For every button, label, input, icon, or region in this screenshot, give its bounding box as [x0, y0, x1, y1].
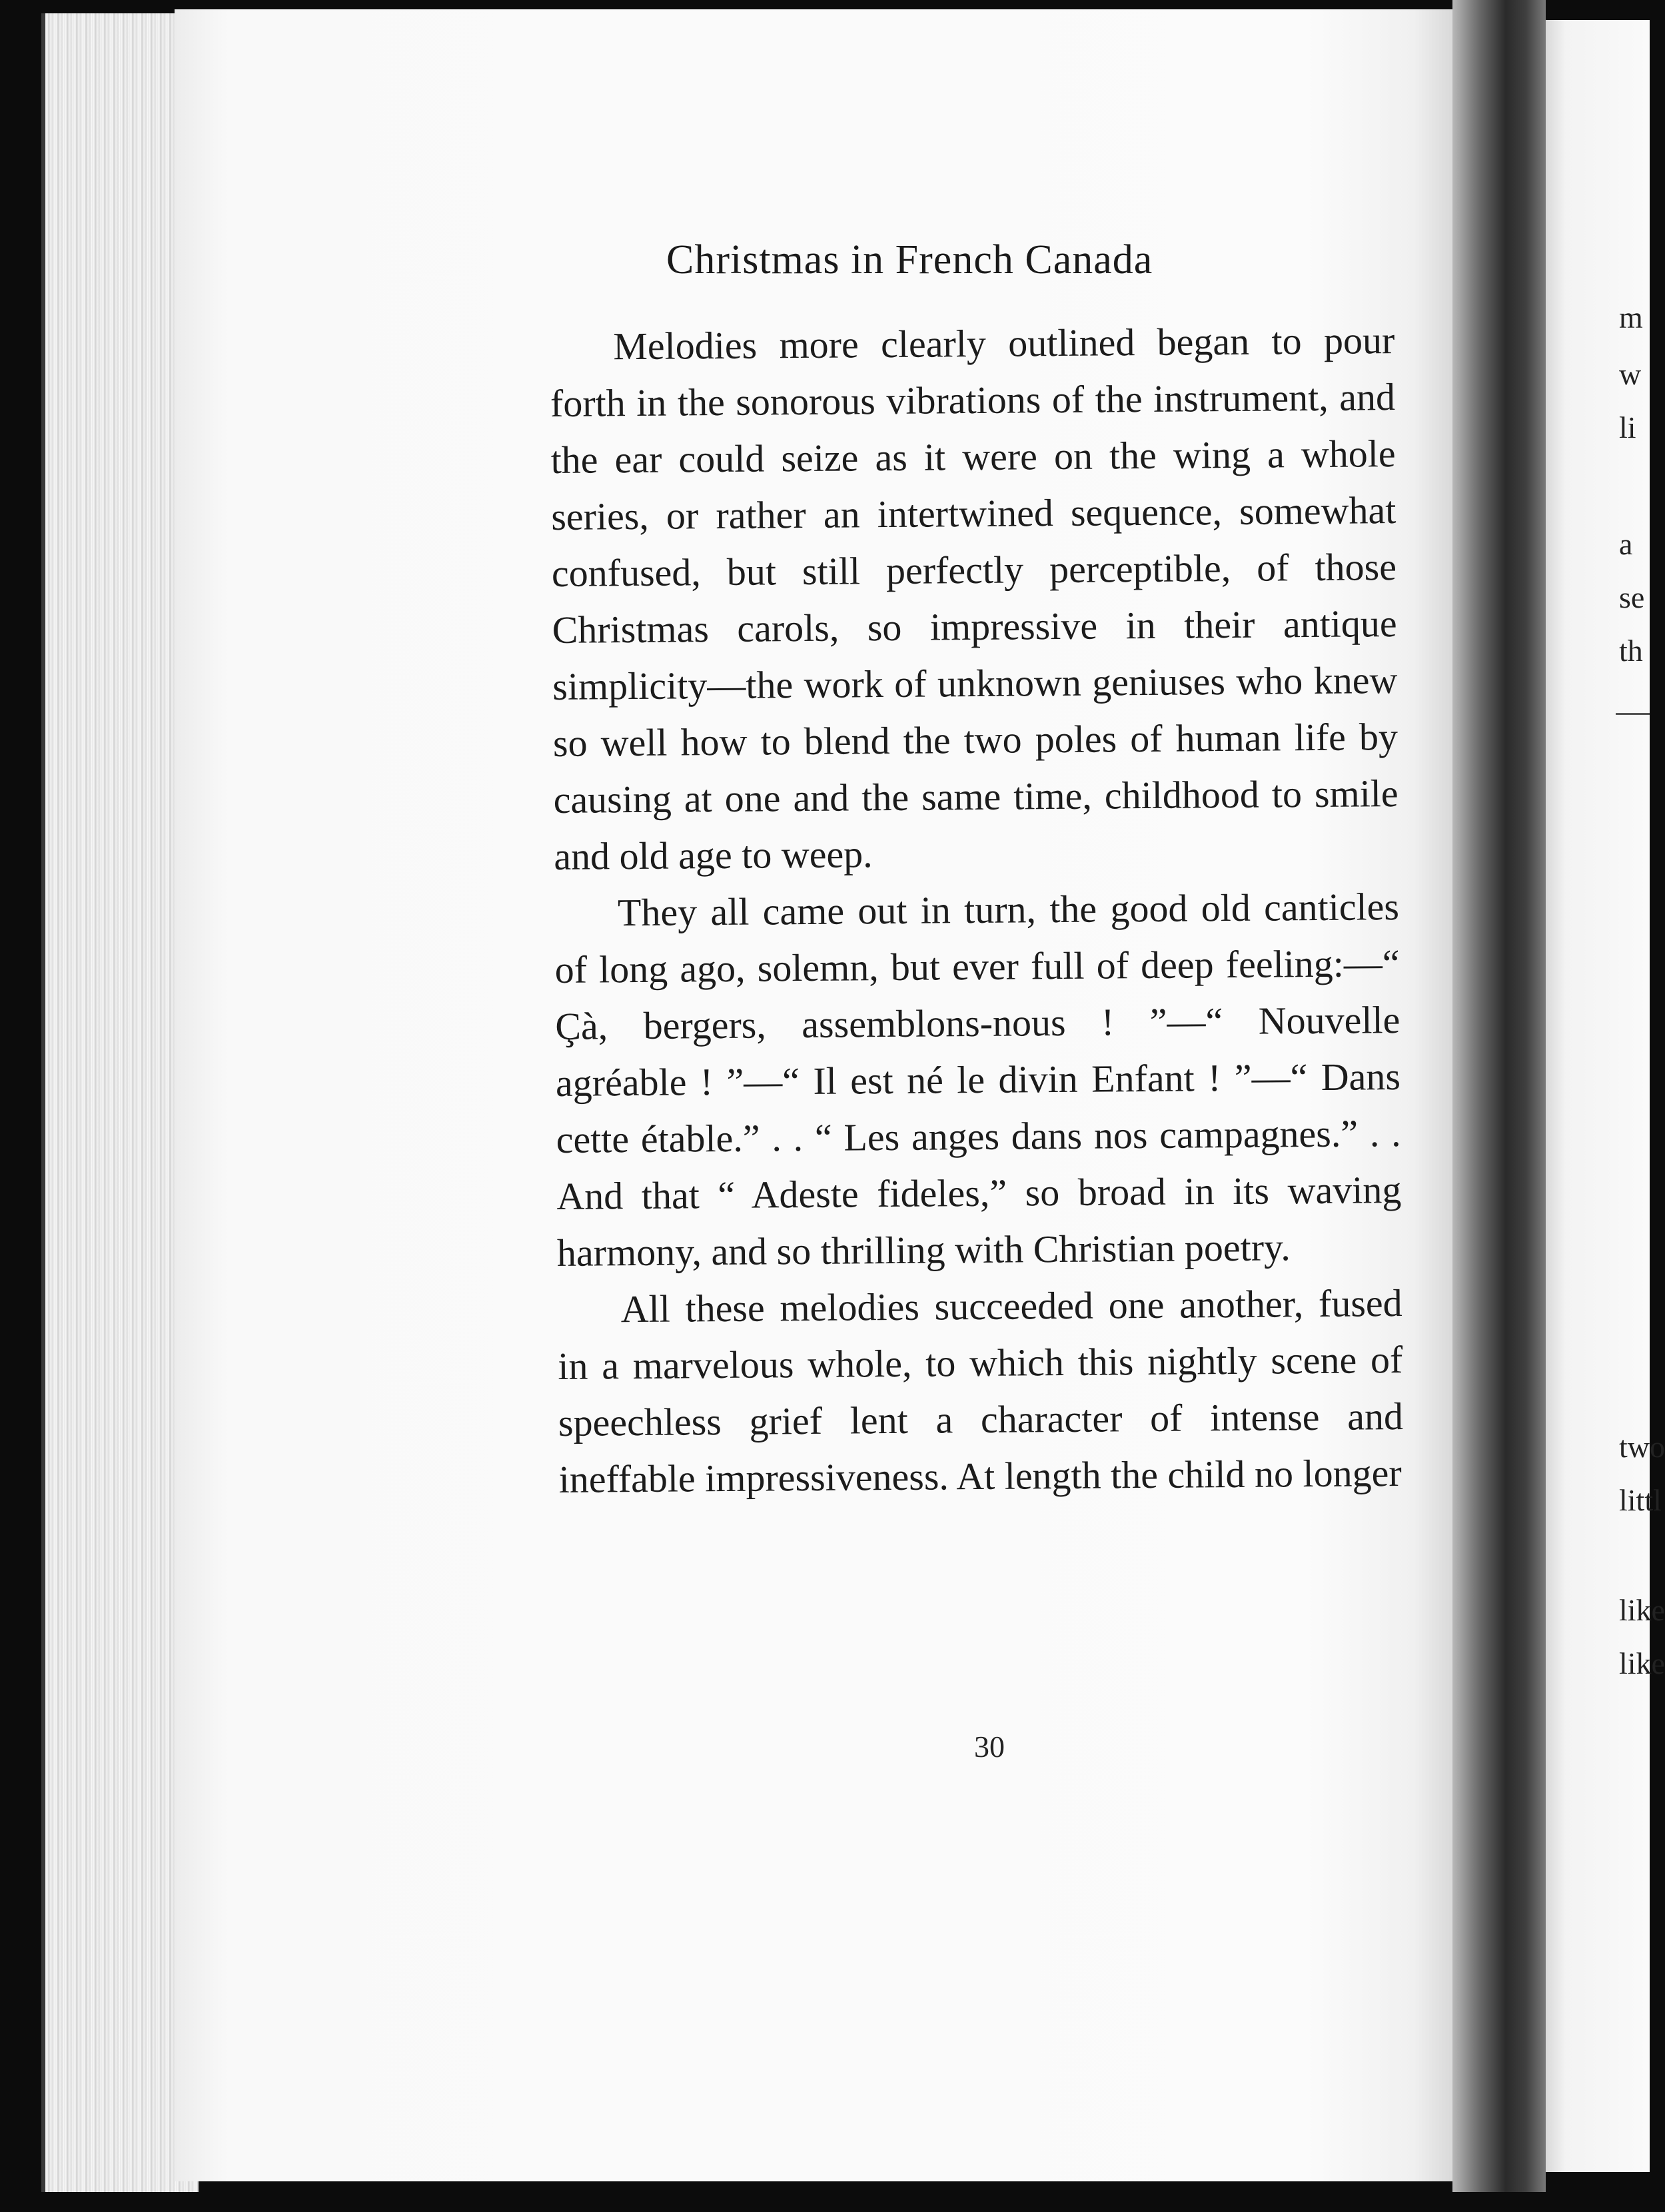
right-page-fragment: littl [1619, 1483, 1662, 1517]
paragraph: They all came out in turn, the good old canticles of long ago, solemn, but ever full of deep feeling:—“ Çà, bergers, assemblons-nous ! ”—“ Nouvelle agréable ! ”—“ Il est né le divin Enfant ! ”—“ Dans cette étable.” . . “ Les anges dans nos campagnes.” . . And that “ Adeste fideles,” so broad in its waving harmony, and so thrilling with Christian poetry. [554, 885, 1402, 1275]
paragraph: Melodies more clearly outlined began to pour forth in the sonorous vibrations of the instrument, and the ear could seize as it were on the wing a whole series, or rather an intertwined sequence, somewhat confused, but still perfectly perceptible, of those Christmas carols, so impressive in their antique simplicity—the work of unknown geniuses who knew so well how to blend the two poles of human life by causing at one and the same time, childhood to smile and old age to weep. [550, 318, 1398, 878]
page-number: 30 [974, 1730, 1005, 1764]
right-page-fragment: like [1619, 1646, 1665, 1680]
paragraph: All these melodies succeeded one another, fused in a marvelous whole, to which this nightly scene of speechless grief lent a character of intense and ineffable impressiveness. At length the child no longer [558, 1281, 1404, 1501]
body-text [550, 312, 1404, 1508]
book-gutter [1452, 0, 1546, 2192]
right-page-fragment: like [1619, 1593, 1665, 1627]
right-page-fragment: th [1619, 634, 1643, 668]
right-page-fragment: se [1619, 580, 1645, 614]
right-page-fragment: w [1619, 357, 1642, 391]
right-page-fragment: a [1619, 527, 1633, 561]
right-page-rule [1616, 713, 1650, 715]
running-head: Christmas in French Canada [666, 237, 1153, 282]
right-page-fragment: two [1619, 1430, 1665, 1464]
right-page-fragment: li [1619, 410, 1636, 444]
right-page [1546, 20, 1650, 2172]
right-page-fragment: m [1619, 300, 1643, 334]
